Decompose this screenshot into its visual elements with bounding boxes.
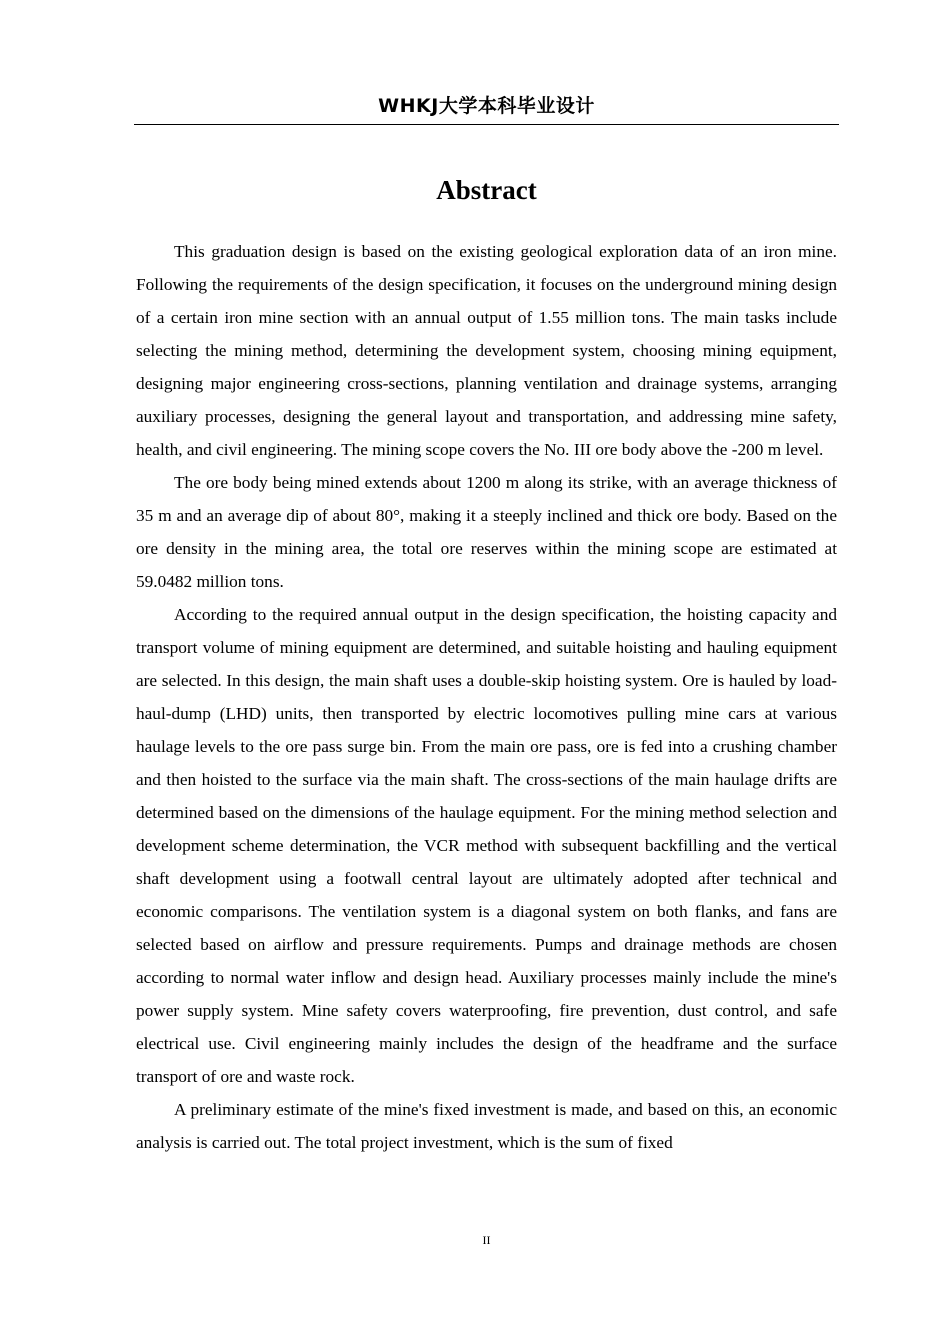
- paragraph: The ore body being mined extends about 1200 m along its strike, with an average thickness of 35 m and an average dip of about 80°, making it a steeply inclined and thick ore body. Based on the ore density in the mining area, the total ore reserves within the mining scope are estimated at 59.0482 million tons.: [136, 473, 837, 591]
- abstract-body: [136, 235, 837, 1159]
- page-title: Abstract: [436, 175, 537, 205]
- paragraph: A preliminary estimate of the mine's fixed investment is made, and based on this, an economic analysis is carried out. The total project investment, which is the sum of fixed: [136, 1100, 837, 1152]
- header-text: WHKJ大学本科毕业设计: [378, 95, 595, 117]
- paragraph: This graduation design is based on the existing geological exploration data of an iron mine. Following the requirements of the design specification, it focuses on the underground mining design of a certain iron mine section with an annual output of 1.55 million tons. The main tasks include selecting the mining method, determining the development system, choosing mining equipment, designing major engineering cross-sections, planning ventilation and drainage systems, arranging auxiliary processes, designing the general layout and transportation, and addressing mine safety, health, and civil engineering. The mining scope covers the No. III ore body above the -200 m level.: [136, 242, 837, 459]
- page-number: II: [482, 1233, 491, 1247]
- page-header: [134, 92, 839, 125]
- paragraph: According to the required annual output in the design specification, the hoisting capacity and transport volume of mining equipment are determined, and suitable hoisting and hauling equipment are selected. In this design, the main shaft uses a double-skip hoisting system. Ore is hauled by load-haul-dump (LHD) units, then transported by electric locomotives pulling mine cars at various haulage levels to the ore pass surge bin. From the main ore pass, ore is fed into a crushing chamber and then hoisted to the surface via the main shaft. The cross-sections of the main haulage drifts are determined based on the dimensions of the haulage equipment. For the mining method selection and development scheme determination, the VCR method with subsequent backfilling and the vertical shaft development using a footwall central layout are ultimately adopted after technical and economic comparisons. The ventilation system is a diagonal system on both flanks, and fans are selected based on airflow and pressure requirements. Pumps and drainage methods are chosen according to normal water inflow and design head. Auxiliary processes mainly include the mine's power supply system. Mine safety covers waterproofing, fire prevention, dust control, and safe electrical use. Civil engineering mainly includes the design of the headframe and the surface transport of ore and waste rock.: [136, 605, 837, 1086]
